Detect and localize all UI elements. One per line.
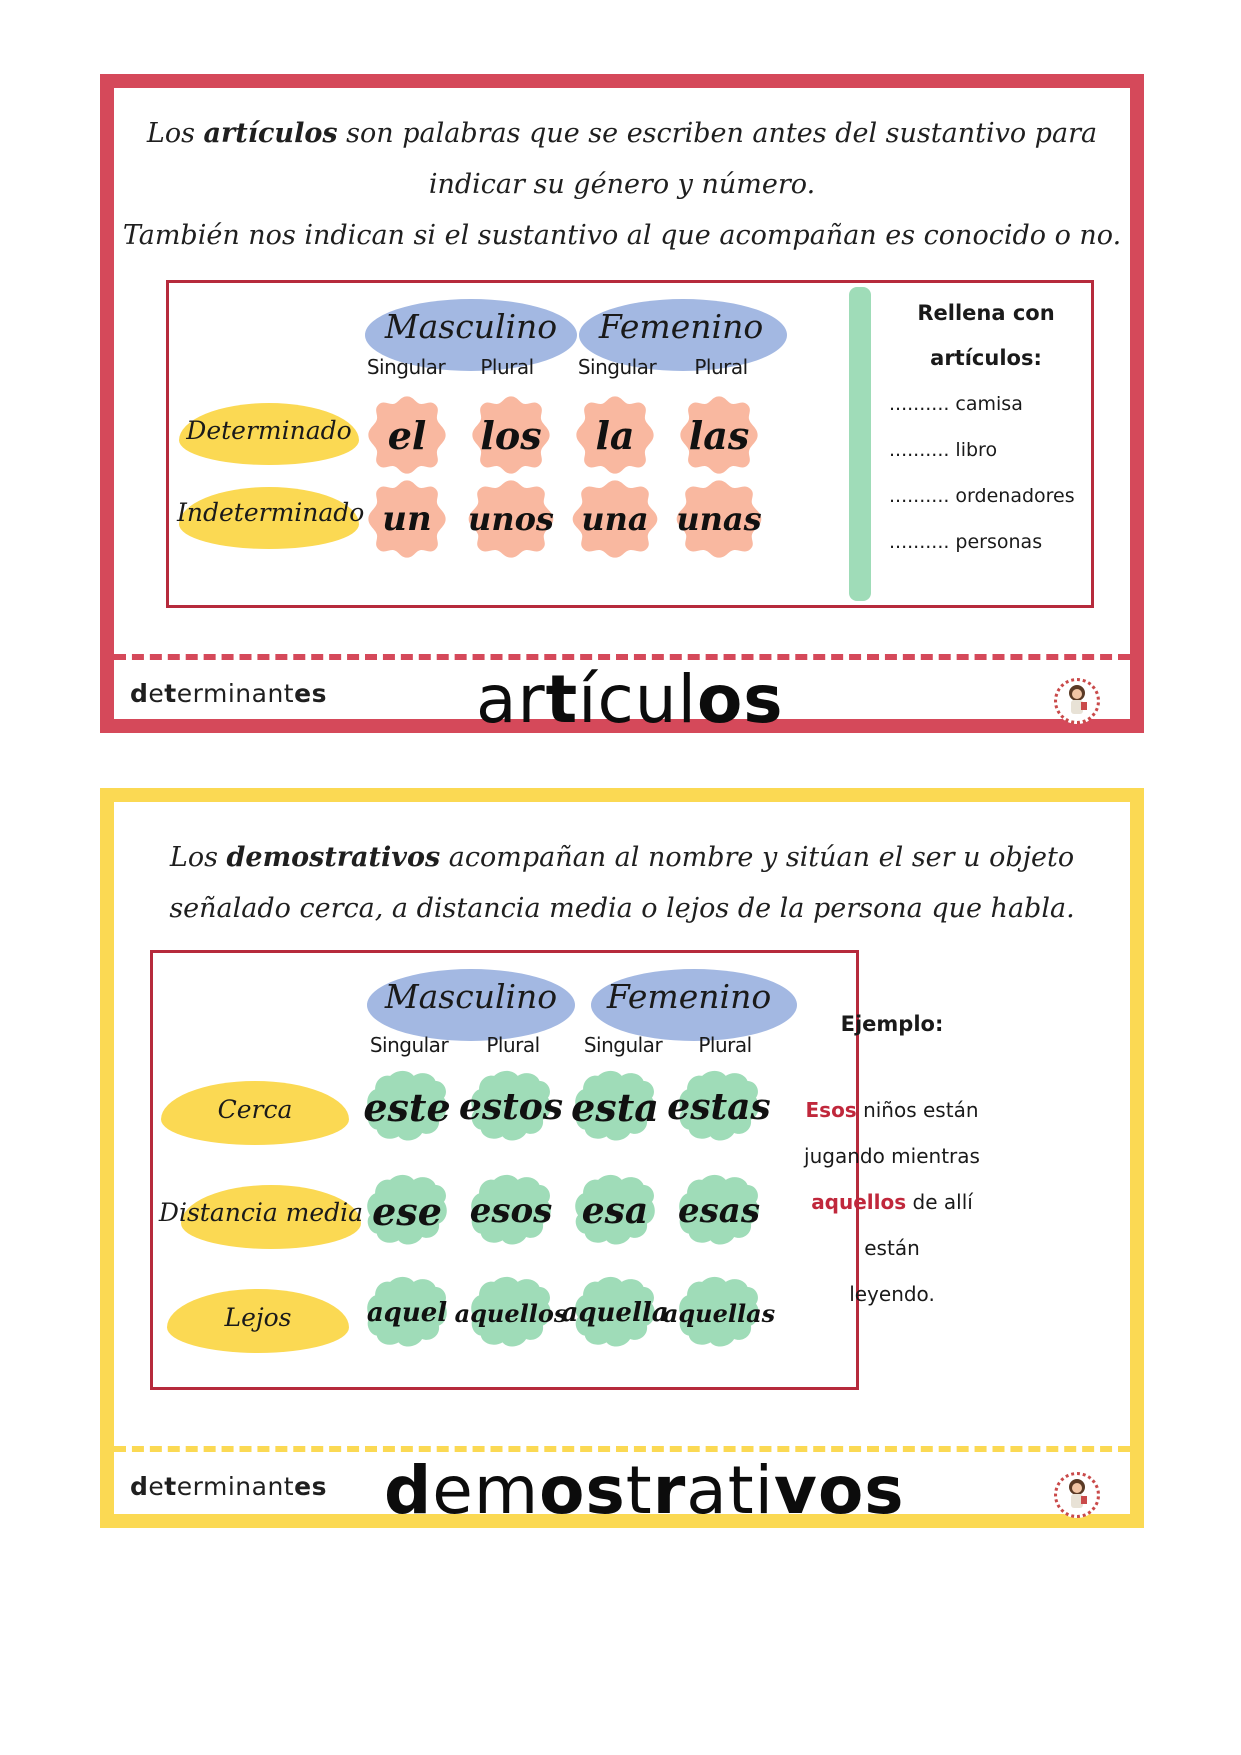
article-cell [673, 477, 765, 561]
plural-label: Plural [694, 355, 748, 379]
cell-text: aquel [366, 1298, 448, 1328]
masculino-header: Masculino [384, 307, 558, 346]
cell-text: este [363, 1084, 451, 1130]
fill-item: .......... personas [889, 531, 1043, 553]
example-title: Ejemplo: [840, 1012, 944, 1036]
intro-text: acompañan al nombre y sitúan el ser u objeto [440, 842, 1075, 873]
example-line: aquellos de allí están [811, 1190, 973, 1260]
cell-text: aquella [561, 1298, 669, 1328]
cell-text: esa [581, 1190, 649, 1232]
fill-in-exercise [881, 291, 1091, 565]
intro-text: son palabras que se escriben antes del sustantivo para [337, 118, 1098, 149]
exercise-title: Rellena con [917, 301, 1055, 325]
teacher-avatar-logo [1054, 1472, 1100, 1518]
teacher-avatar-logo [1054, 678, 1100, 724]
intro-line: También nos indican si el sustantivo al que acompañan es conocido o no. [122, 220, 1122, 251]
fill-item: .......... ordenadores [889, 485, 1075, 507]
article-cell [573, 393, 657, 477]
cell-text: estas [667, 1086, 771, 1128]
demonstrative-cell [662, 1271, 776, 1355]
footer-title: artículos [476, 661, 784, 738]
example-box [782, 1002, 1002, 1317]
singular-label: Singular [583, 1033, 663, 1057]
example-line: Esos niños están [805, 1098, 979, 1122]
article-cell [365, 393, 449, 477]
exercise-title: artículos: [930, 346, 1042, 370]
cell-text: esos [469, 1191, 553, 1231]
dashed-divider [114, 654, 1130, 660]
intro-text: Los [146, 118, 204, 149]
demonstrative-cell [573, 1169, 657, 1253]
articulos-card [100, 74, 1144, 738]
article-cell [677, 393, 761, 477]
cell-text: ese [372, 1188, 442, 1234]
avatar-icon [1063, 684, 1091, 718]
row-label-distancia-media: Distancia media [158, 1198, 364, 1227]
footer-category: determinantes [130, 1472, 327, 1501]
demonstrative-cell [365, 1065, 449, 1149]
demostrativos-card [100, 788, 1144, 1528]
footer-category: determinantes [130, 679, 327, 708]
cell-text: estos [458, 1086, 564, 1128]
footer-title: demostrativos [384, 1452, 905, 1529]
singular-label: Singular [577, 355, 657, 379]
singular-label: Singular [366, 355, 446, 379]
fill-item: .......... libro [889, 439, 998, 461]
demonstrative-cell [677, 1169, 761, 1253]
plural-label: Plural [486, 1033, 540, 1057]
singular-label: Singular [369, 1033, 449, 1057]
row-label-indeterminado: Indeterminado [177, 498, 365, 527]
intro-text: Los [169, 842, 227, 873]
demonstrative-cell [667, 1065, 771, 1149]
avatar-icon [1063, 1478, 1091, 1512]
femenino-header: Femenino [598, 307, 764, 346]
cell-text: la [595, 412, 635, 458]
articulos-table [166, 280, 1094, 608]
cell-text: el [387, 412, 427, 458]
cell-text: un [382, 499, 432, 539]
demostrativos-intro [114, 832, 1130, 934]
demonstrative-cell [573, 1065, 657, 1149]
demonstrative-cell [469, 1169, 553, 1253]
intro-keyword: artículos [203, 118, 338, 149]
row-label-lejos: Lejos [224, 1303, 292, 1332]
article-cell [465, 477, 557, 561]
demonstrative-cell [458, 1065, 564, 1149]
demonstrative-cell [454, 1271, 568, 1355]
plural-label: Plural [698, 1033, 752, 1057]
demonstrative-cell [365, 1271, 449, 1355]
cell-text: una [581, 500, 649, 538]
articulos-intro [114, 108, 1130, 261]
row-label-cerca: Cerca [217, 1095, 293, 1124]
cell-text: esta [571, 1084, 659, 1130]
example-line: jugando mientras [804, 1144, 980, 1168]
example-line: leyendo. [849, 1282, 935, 1306]
intro-keyword: demostrativos [226, 842, 441, 873]
cell-text: unas [676, 500, 762, 538]
cell-text: aquellas [662, 1298, 776, 1328]
fill-item: .......... camisa [889, 393, 1023, 415]
cell-text: los [480, 412, 542, 458]
demonstrative-cell [561, 1271, 669, 1355]
cell-text: las [688, 412, 750, 458]
divider-bar [849, 287, 871, 601]
article-cell [569, 477, 661, 561]
cell-text: esas [678, 1191, 760, 1231]
demonstrative-cell [365, 1169, 449, 1253]
article-cell [365, 477, 449, 561]
masculino-header: Masculino [384, 977, 558, 1016]
intro-line: señalado cerca, a distancia media o lejos de la persona que habla. [169, 893, 1075, 924]
femenino-header: Femenino [606, 977, 772, 1016]
demostrativos-table [150, 950, 859, 1390]
cell-text: unos [468, 500, 554, 538]
cell-text: aquellos [454, 1298, 568, 1328]
article-cell [469, 393, 553, 477]
plural-label: Plural [480, 355, 534, 379]
row-label-determinado: Determinado [186, 416, 352, 445]
intro-line: indicar su género y número. [428, 169, 816, 200]
